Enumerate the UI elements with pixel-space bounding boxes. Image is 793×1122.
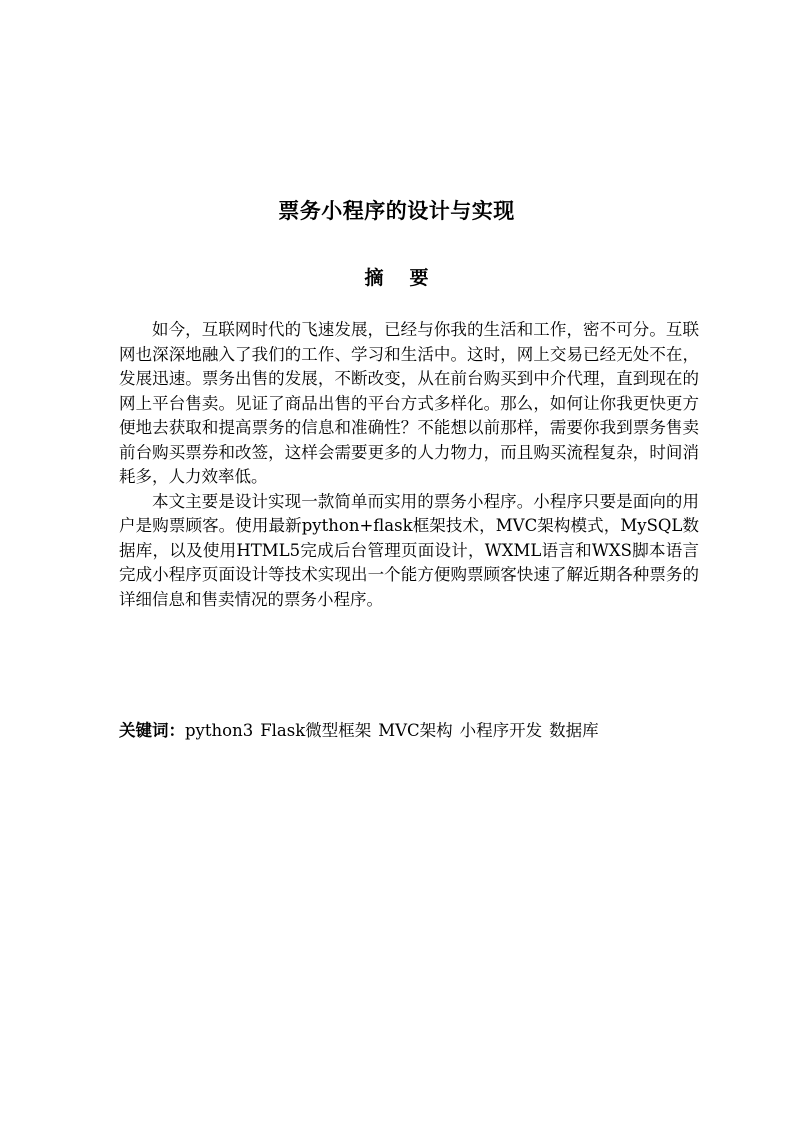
keyword-item: MVC架构 bbox=[378, 721, 453, 740]
abstract-paragraph-2: 本文主要是设计实现一款简单而实用的票务小程序。小程序只要是面向的用户是购票顾客。使用最新python+flask框架技术，MVC架构模式，MySQL数据库，以及使用HTML5完成后台管理页面设计，WXML语言和WXS脚本语言完成小程序页面设计等技术实现出一个能方便购票顾客快速了解近期各种票务的详细信息和售卖情况的票务小程序。 bbox=[119, 491, 699, 609]
keyword-item: 小程序开发 bbox=[459, 721, 543, 740]
keyword-item: Flask微型框架 bbox=[260, 721, 372, 740]
abstract-paragraph-1: 如今，互联网时代的飞速发展，已经与你我的生活和工作，密不可分。互联网也深深地融入了我们的工作、学习和生活中。这时，网上交易已经无处不在，发展迅速。票务出售的发展，不断改变，从在前台购买到中介代理，直到现在的网上平台售卖。见证了商品出售的平台方式多样化。那么，如何让你我更快更方便地去获取和提高票务的信息和准确性？不能想以前那样，需要你我到票务售卖前台购买票券和改签，这样会需要更多的人力物力，而且购买流程复杂，时间消耗多，人力效率低。 bbox=[119, 320, 699, 486]
keyword-item: 数据库 bbox=[549, 721, 599, 740]
abstract-heading: 摘要 bbox=[364, 267, 455, 289]
keyword-item: python3 bbox=[185, 721, 254, 740]
keywords-label: 关键词： bbox=[119, 721, 185, 740]
abstract-body bbox=[119, 318, 699, 612]
paper-title: 票务小程序的设计与实现 bbox=[278, 199, 515, 223]
keywords-line bbox=[119, 719, 699, 743]
